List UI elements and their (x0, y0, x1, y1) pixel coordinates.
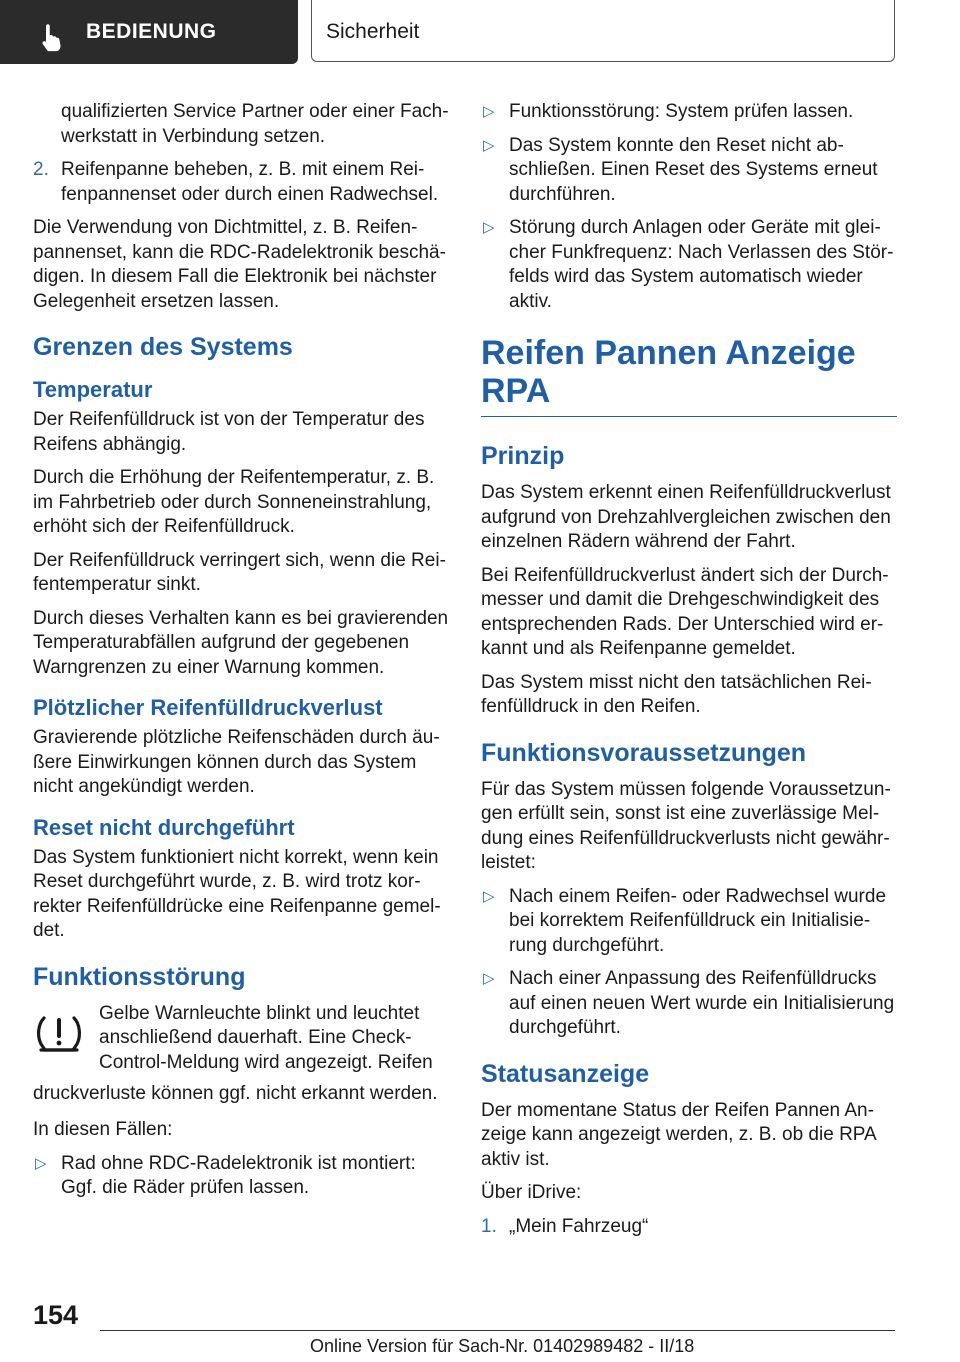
paragraph: Der momentane Status der Reifen Pannen Anzeige kann angezeigt werden, z. B. ob die RPA aktiv ist. (481, 1099, 876, 1170)
page-number: 154 (33, 1300, 79, 1330)
section-heading: Funktionsstörung (33, 962, 246, 991)
list-item-text: Reifenpanne beheben, z. B. mit einem Reifenpannenset oder durch einen Radwechsel. (61, 159, 439, 205)
list-item-text: Rad ohne RDC-Radelektronik ist montiert: Ggf. die Räder prüfen lassen. (61, 1152, 416, 1198)
paragraph: Bei Reifenfülldruckverlust ändert sich der Durchmesser und damit die Drehgeschwindigkeit des entsprechenden Rads. Der Unterschied wird erkannt und als Reifenpanne gemeldet. (481, 564, 889, 659)
list-item (481, 216, 897, 314)
right-column (481, 100, 897, 1248)
left-column (33, 100, 449, 1210)
paragraph: Das System misst nicht den tatsächlichen Reifenfülldruck in den Reifen. (481, 671, 872, 717)
list-item (33, 158, 449, 207)
paragraph: Der Reifenfülldruck verringert sich, wenn die Reifentemperatur sinkt. (33, 549, 446, 595)
section-tab[interactable] (0, 0, 298, 64)
bullet-triangle-icon: ▷ (483, 970, 495, 987)
chapter-tab[interactable] (311, 0, 895, 62)
list-item-continuation: qualifizierten Service Partner oder einer Fachwerkstatt in Verbindung setzen. (61, 101, 449, 147)
paragraph: Das System funktioniert nicht korrekt, wenn kein Reset durchgeführt wurde, z. B. wird trotz korrekter Reifenfülldrücke eine Reifenpanne gemeldet. (33, 846, 441, 941)
bullet-triangle-icon: ▷ (483, 887, 495, 905)
paragraph: Die Verwendung von Dichtmittel, z. B. Reifenpannenset, kann die RDC-Radelektronik beschädigen. In diesem Fall die Elektronik bei nächster Gelegenheit ersetzen lassen. (33, 217, 446, 312)
chapter-heading: Reifen Pannen Anzeige RPA (481, 334, 897, 417)
paragraph: In diesen Fällen: (33, 1119, 173, 1140)
list-item-text: Nach einer Anpassung des Reifenfülldrucks auf einen neuen Wert wurde ein Initialisierung durchgeführt. (509, 968, 895, 1038)
paragraph: Durch die Erhöhung der Reifentemperatur, z. B. im Fahrbetrieb oder durch Sonneneinstrahlung, erhöht sich der Reifenfülldruck. (33, 467, 435, 537)
section-heading: Statusanzeige (481, 1059, 650, 1088)
paragraph: Das System erkennt einen Reifenfülldruckverlust aufgrund von Drehzahlvergleichen zwischen den einzelnen Rädern während der Fahrt. (481, 482, 891, 552)
section-heading: Grenzen des Systems (33, 333, 293, 361)
list-item (481, 100, 897, 125)
bullet-triangle-icon: ▷ (483, 136, 495, 154)
footer-divider (100, 1330, 895, 1331)
paragraph: Durch dieses Verhalten kann es bei gravierenden Temperaturabfällen aufgrund der gegebenen Warngrenzen zu einer Warnung kommen. (33, 607, 449, 678)
tire-pressure-warning-icon (33, 1006, 85, 1058)
warning-block (33, 1002, 449, 1082)
paragraph: Für das System müssen folgende Voraussetzungen erfüllt sein, sonst ist eine zuverlässige Meldung eines Reifenfülldruckverlusts nicht gewährleistet: (481, 778, 891, 873)
list-item-text: Funktionsstörung: System prüfen lassen. (509, 101, 854, 122)
list-item (33, 1152, 449, 1201)
paragraph: Über iDrive: (481, 1182, 582, 1203)
list-item-text: Das System konnte den Reset nicht abschließen. Einen Reset des Systems erneut durchführen. (509, 134, 878, 205)
bullet-triangle-icon: ▷ (483, 103, 495, 120)
list-item-text: Störung durch Anlagen oder Geräte mit gleicher Funkfrequenz: Nach Verlassen des Störfelds wird das System automatisch wieder aktiv. (509, 217, 894, 312)
paragraph: Der Reifenfülldruck ist von der Temperatur des Reifens abhängig. (33, 409, 425, 455)
footer-online-version: Online Version für Sach-Nr. 01402989482 - II/18 (310, 1336, 695, 1356)
section-heading: Prinzip (481, 442, 565, 470)
page-header (0, 0, 960, 66)
list-item-text: Nach einem Reifen- oder Radwechsel wurde bei korrektem Reifenfülldruck ein Initialisierung durchgeführt. (509, 885, 887, 956)
warning-text: Gelbe Warnleuchte blinkt und leuchtet anschließend dauerhaft. Eine Check-Control-Meldung wird angezeigt. Reifen (99, 1002, 433, 1073)
list-item-text: „Mein Fahrzeug“ (509, 1215, 649, 1237)
bullet-triangle-icon: ▷ (35, 1154, 47, 1172)
subsection-heading: Plötzlicher Reifenfülldruckverlust (33, 695, 383, 720)
section-heading: Funktionsvoraussetzungen (481, 738, 807, 767)
list-item (481, 134, 897, 208)
bullet-triangle-icon: ▷ (483, 219, 495, 236)
list-item (481, 885, 897, 959)
subsection-heading: Temperatur (33, 377, 153, 402)
section-label: BEDIENUNG (86, 20, 217, 43)
warning-text-continuation: druckverluste können ggf. nicht erkannt werden. (33, 1082, 438, 1104)
list-number: 1. (481, 1215, 497, 1237)
subsection-heading: Reset nicht durchgeführt (33, 814, 295, 840)
list-item (481, 967, 897, 1041)
hand-pointer-icon (36, 23, 66, 53)
list-number: 2. (33, 159, 49, 180)
chapter-label: Sicherheit (326, 20, 420, 43)
paragraph: Gravierende plötzliche Reifenschäden durch äußere Einwirkungen können durch das System nicht angekündigt werden. (33, 727, 440, 797)
list-item (481, 1215, 897, 1240)
